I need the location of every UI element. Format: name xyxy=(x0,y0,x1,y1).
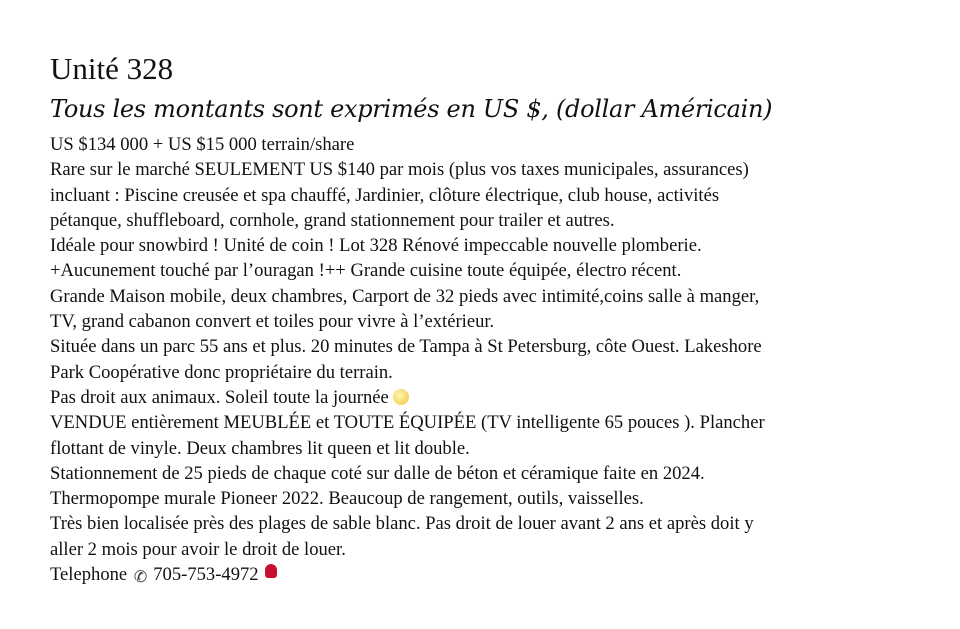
currency-note: Tous les montants sont exprimés en US $, (dollar Américain) xyxy=(50,95,773,123)
listing-description xyxy=(50,132,930,589)
house-line-cont: TV, grand cabanon convert et toiles pour vivre à l’extérieur. xyxy=(50,311,495,333)
rose-icon xyxy=(265,564,277,578)
snowbird-line: Idéale pour snowbird ! Unité de coin ! Lot 328 Rénové impeccable nouvelle plomberie. xyxy=(50,235,702,257)
beach-line: Très bien localisée près des plages de sable blanc. Pas droit de louer avant 2 ans et après doit y xyxy=(50,513,754,535)
house-line: Grande Maison mobile, deux chambres, Carport de 32 pieds avec intimité,coins salle à manger, xyxy=(50,285,760,307)
furnished-line-cont: flottant de vinyle. Deux chambres lit queen et lit double. xyxy=(50,437,470,459)
beach-line-cont: aller 2 mois pour avoir le droit de louer. xyxy=(50,538,346,560)
price-line: US $134 000 + US $15 000 terrain/share xyxy=(50,134,355,155)
pets-text: Pas droit aux animaux. Soleil toute la journée xyxy=(50,386,389,408)
location-line-cont: Park Coopérative donc propriétaire du terrain. xyxy=(50,361,393,383)
monthly-fee-line: Rare sur le marché SEULEMENT US $140 par mois (plus vos taxes municipales, assurances) xyxy=(50,159,749,181)
furnished-line: VENDUE entièrement MEUBLÉE et TOUTE ÉQUIPÉE (TV intelligente 65 pouces ). Plancher xyxy=(50,412,765,434)
hurricane-line: +Aucunement touché par l’ouragan !++ Grande cuisine toute équipée, électro récent. xyxy=(50,260,682,282)
amenities-line: incluant : Piscine creusée et spa chauffé, Jardinier, clôture électrique, club house, activités xyxy=(50,184,720,206)
amenities-line-cont: pétanque, shuffleboard, cornhole, grand stationnement pour trailer et autres. xyxy=(50,209,615,231)
smiling-sun-icon xyxy=(393,389,409,405)
telephone-receiver-icon: ✆ xyxy=(133,567,148,587)
location-line: Située dans un parc 55 ans et plus. 20 minutes de Tampa à St Petersburg, côte Ouest. Lakeshore xyxy=(50,336,762,358)
heatpump-line: Thermopompe murale Pioneer 2022. Beaucoup de rangement, outils, vaisselles. xyxy=(50,488,644,510)
contact-line xyxy=(50,562,930,589)
pets-line xyxy=(50,385,930,410)
contact-label: Telephone xyxy=(50,564,128,586)
unit-title: Unité 328 xyxy=(50,51,174,86)
parking-line: Stationnement de 25 pieds de chaque coté sur dalle de béton et céramique faite en 2024. xyxy=(50,462,705,484)
phone-number[interactable]: 705-753-4972 xyxy=(153,564,259,586)
listing-document xyxy=(50,52,930,589)
